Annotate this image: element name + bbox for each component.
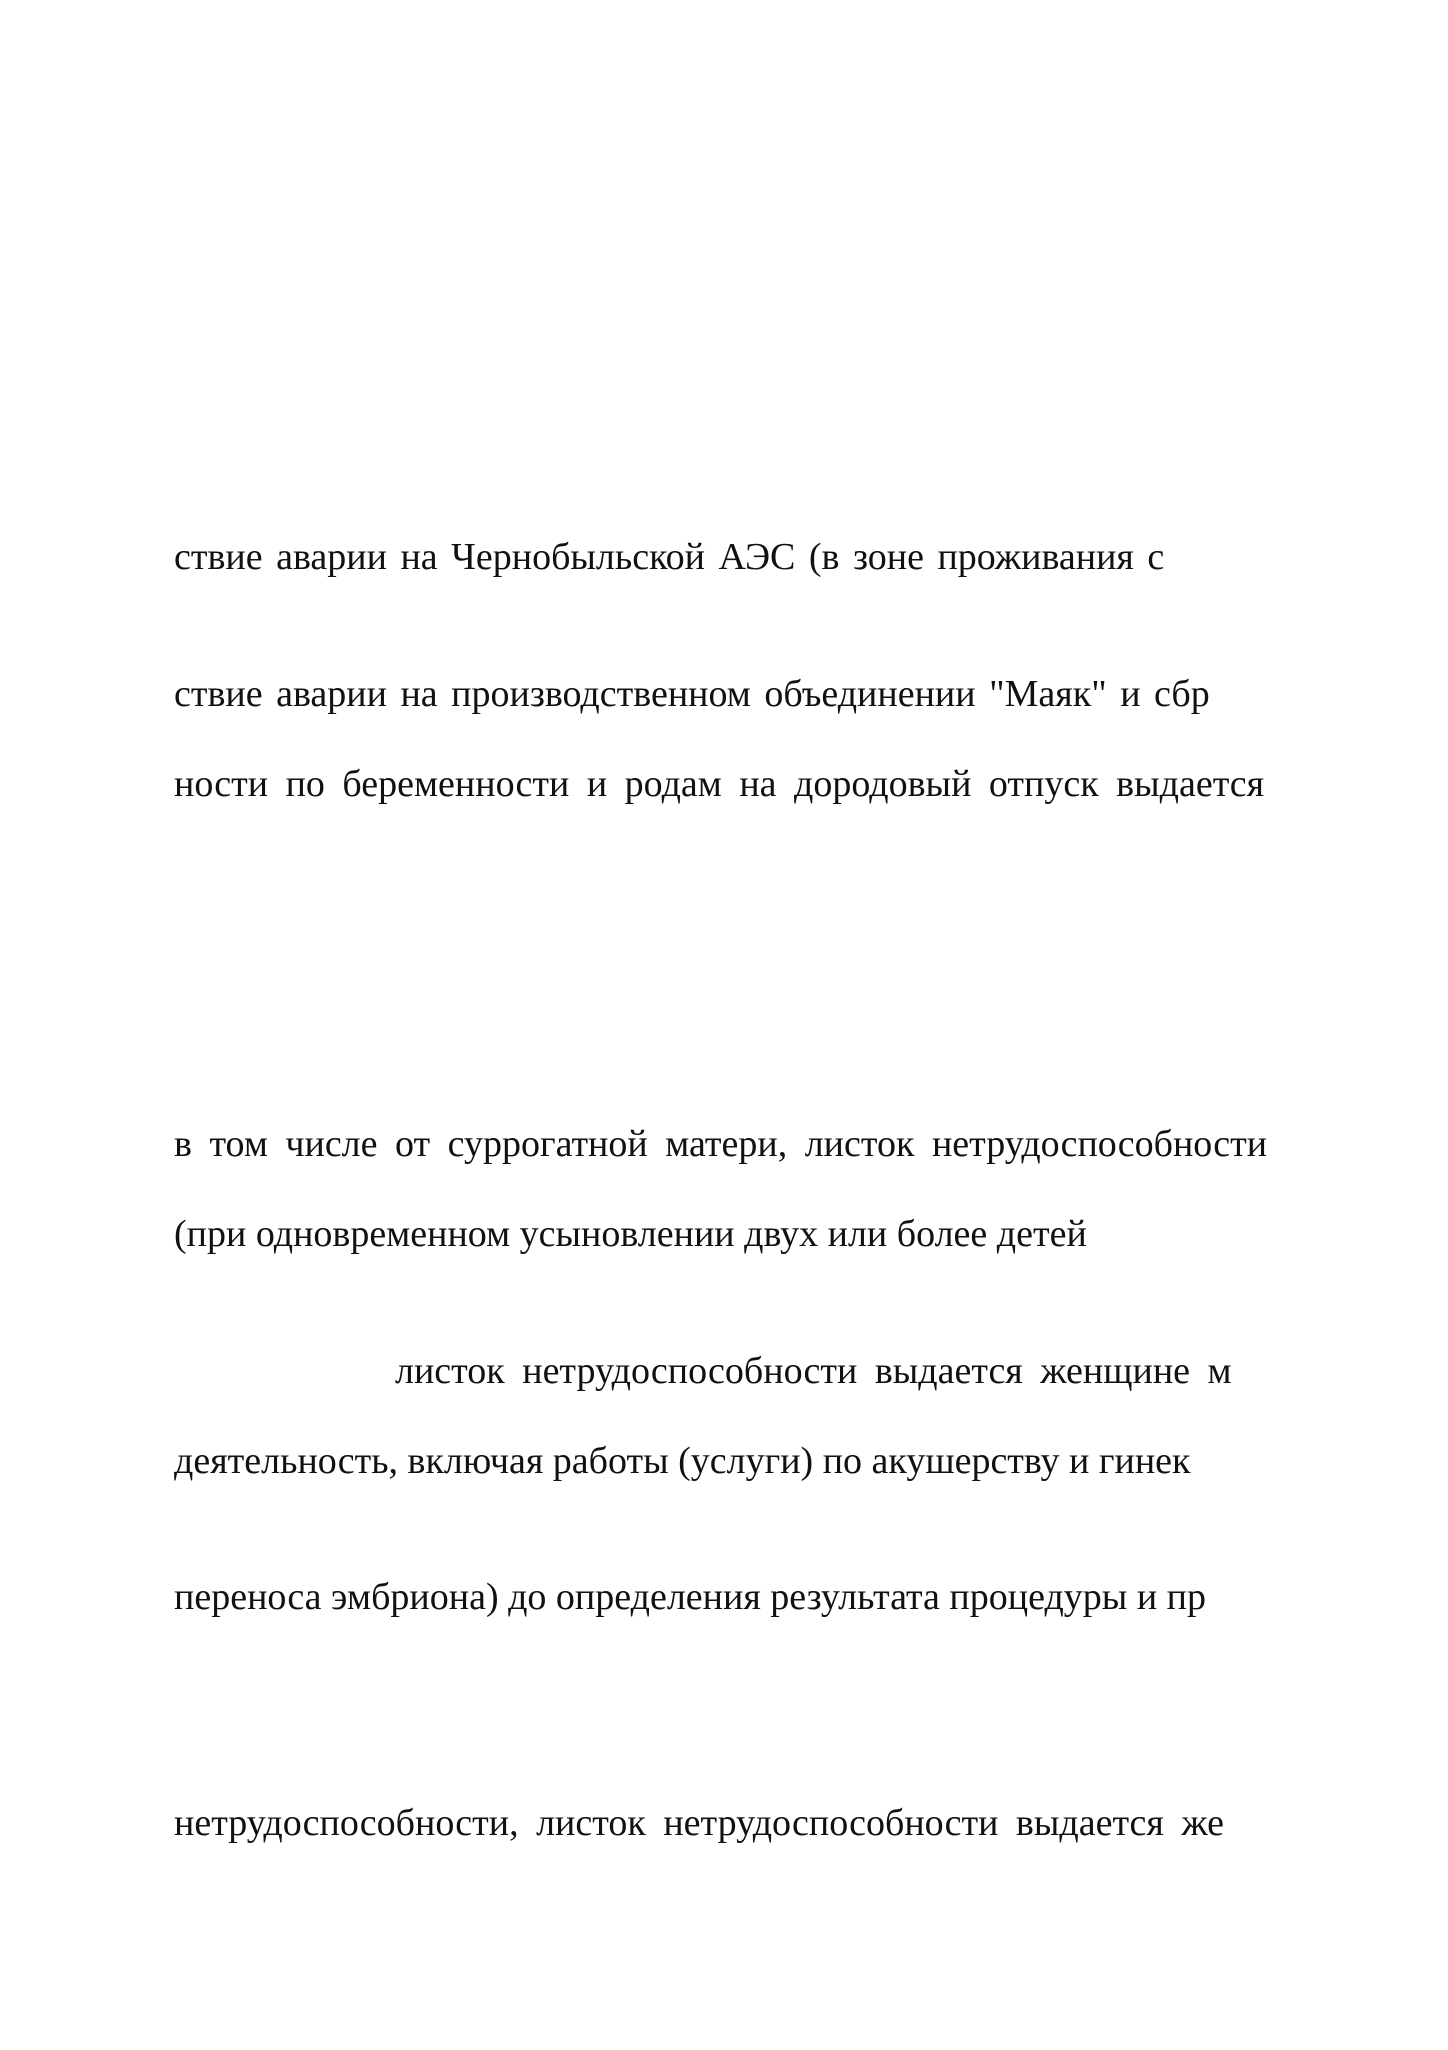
text-line: ности по беременности и родам на дородовый отпуск выдается: [174, 763, 1265, 805]
text-line: (при одновременном усыновлении двух или более детей: [174, 1213, 1087, 1255]
text-line: ствие аварии на производственном объединении "Маяк" и сбр: [174, 673, 1210, 715]
text-line: листок нетрудоспособности выдается женщине м: [395, 1350, 1232, 1392]
text-line: нетрудоспособности, листок нетрудоспособности выдается же: [174, 1802, 1225, 1844]
text-line: деятельность, включая работы (услуги) по акушерству и гинек: [174, 1440, 1191, 1482]
text-line: переноса эмбриона) до определения результата процедуры и пр: [174, 1576, 1206, 1618]
text-line: ствие аварии на Чернобыльской АЭС (в зоне проживания с: [174, 536, 1165, 578]
text-line: в том числе от суррогатной матери, листок нетрудоспособности: [174, 1123, 1268, 1165]
